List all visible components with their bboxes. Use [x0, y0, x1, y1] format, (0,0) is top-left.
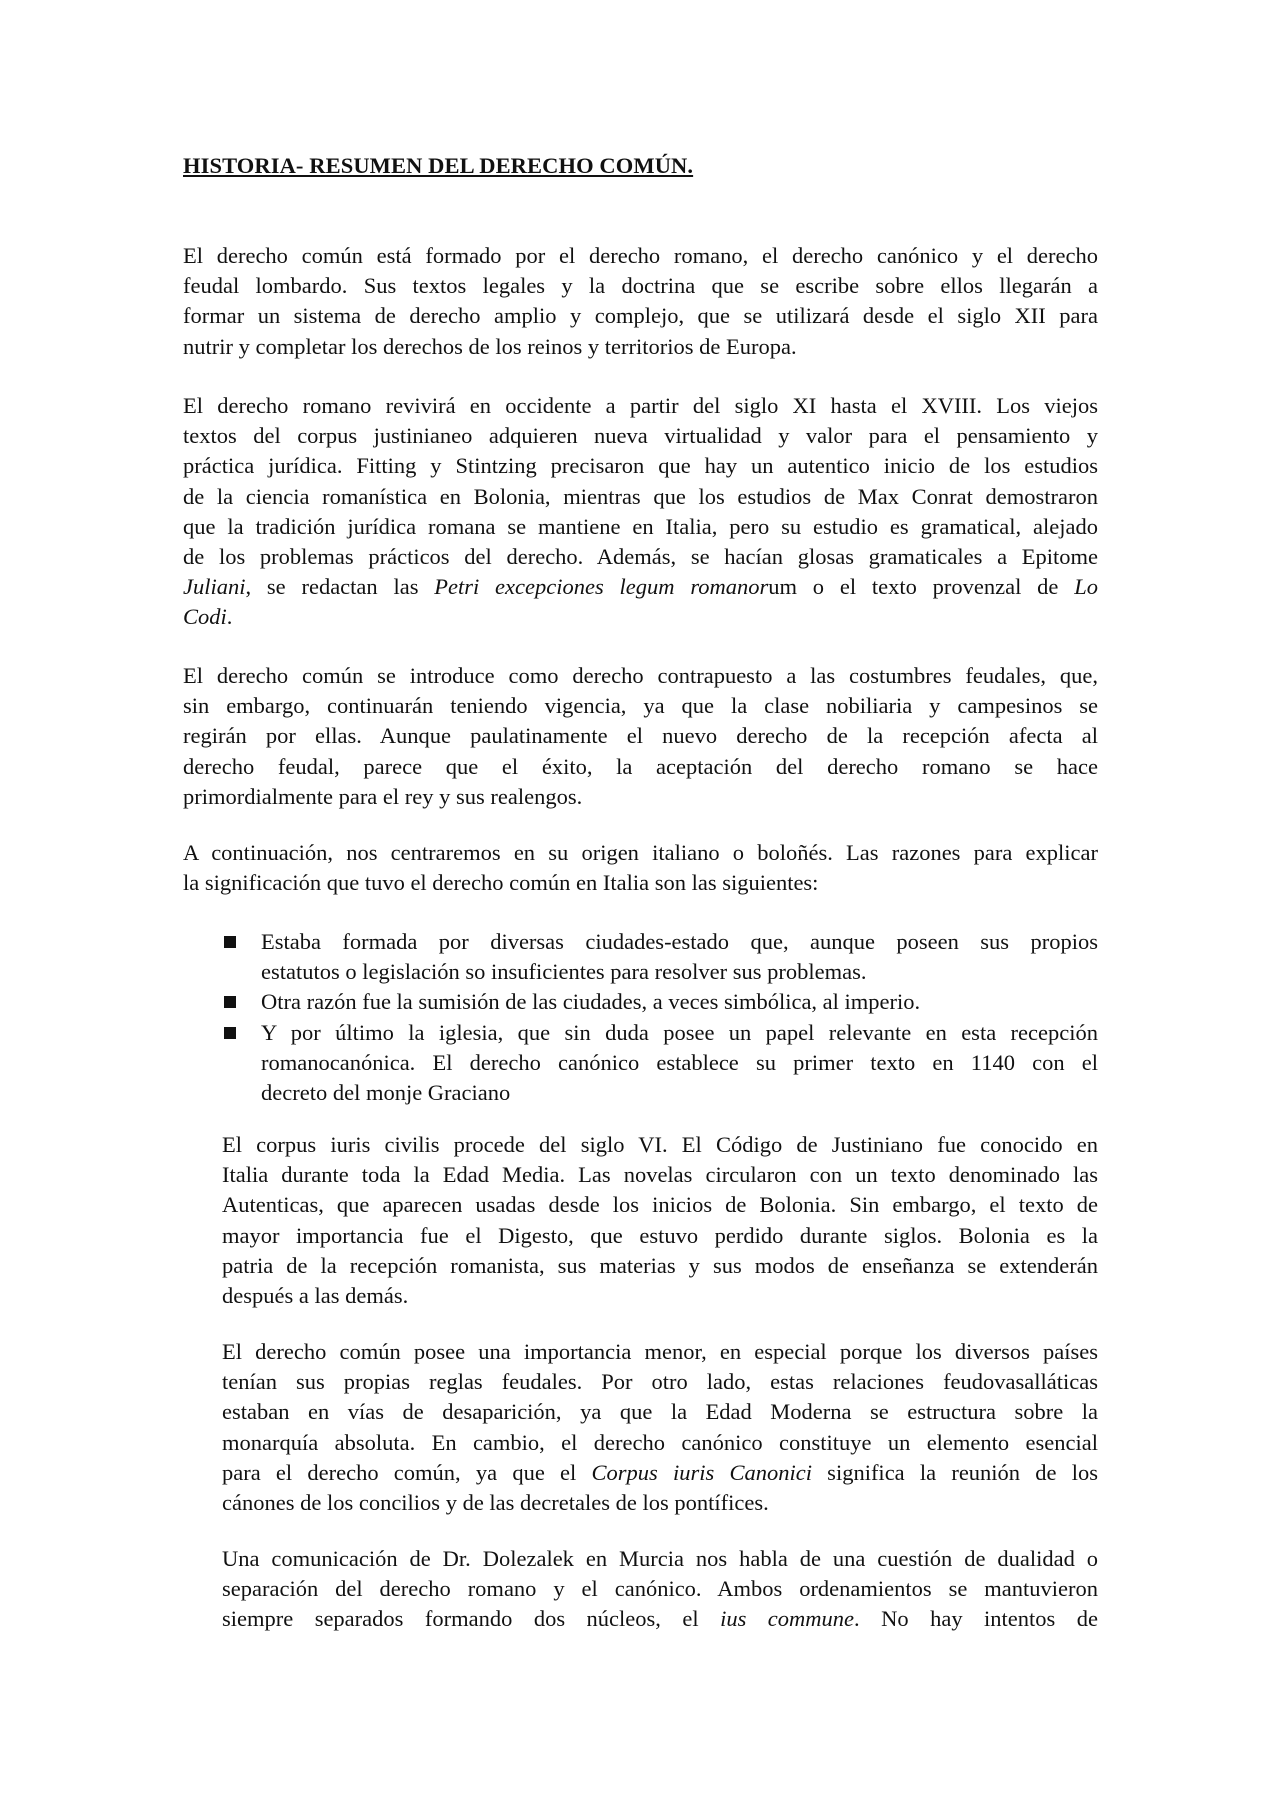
document-title: HISTORIA- RESUMEN DEL DERECHO COMÚN.: [183, 153, 694, 178]
text-line: Autenticas, que aparecen usadas desde los inicios de Bolonia. Sin embargo, el texto de: [222, 1192, 1098, 1218]
text-run: siempre separados formando dos núcleos, el: [222, 1606, 721, 1632]
text-line: Y por último la iglesia, que sin duda posee un papel relevante en esta recepción: [261, 1019, 1098, 1045]
text-run: um o el texto provenzal de: [768, 574, 1075, 600]
text-line: Otra razón fue la sumisión de las ciudades, a veces simbólica, al imperio.: [261, 989, 921, 1015]
paragraph-1: [183, 241, 1098, 362]
text-line-mixed: [183, 602, 1098, 632]
paragraph-5: [222, 1130, 1098, 1311]
text-line: romanocanónica. El derecho canónico establece su primer texto en 1140 con el: [261, 1049, 1098, 1075]
bullet-square-icon: [224, 1027, 236, 1039]
text-line: estatutos o legislación so insuficientes para resolver sus problemas.: [261, 959, 867, 985]
text-line: Estaba formada por diversas ciudades-estado que, aunque poseen sus propios: [261, 929, 1098, 954]
text-run: .: [226, 604, 233, 630]
text-line: regirán por ellas. Aunque paulatinamente el nuevo derecho de la recepción afecta al: [183, 723, 1098, 749]
text-line: que la tradición jurídica romana se mantiene en Italia, pero su estudio es gramatical, alejado: [183, 513, 1098, 539]
text-run: significa la reunión de los: [811, 1459, 1098, 1485]
text-line: patria de la recepción romanista, sus materias y sus modos de enseñanza se extenderán: [222, 1252, 1098, 1278]
text-run: , se redactan las: [245, 574, 435, 600]
text-line: nutrir y completar los derechos de los reinos y territorios de Europa.: [183, 333, 797, 359]
text-line: sin embargo, continuarán teniendo vigencia, ya que la clase nobiliaria y campesinos se: [183, 693, 1098, 719]
italic-text: Juliani: [183, 574, 246, 600]
bullet-list: [183, 927, 1098, 1108]
text-line: estaban en vías de desaparición, ya que la Edad Moderna se estructura sobre la: [222, 1399, 1098, 1425]
text-line: primordialmente para el rey y sus realengos.: [183, 783, 583, 809]
text-line: la significación que tuvo el derecho común en Italia son las siguientes:: [183, 870, 819, 896]
italic-text: Codi: [183, 604, 227, 630]
paragraph-6: [222, 1337, 1098, 1518]
text-run: . No hay intentos de: [854, 1606, 1098, 1632]
text-line: textos del corpus justinianeo adquieren nueva virtualidad y valor para el pensamiento y: [183, 423, 1098, 449]
paragraph-2: [183, 391, 1098, 633]
paragraph-4: [183, 838, 1098, 898]
text-line: práctica jurídica. Fitting y Stintzing precisaron que hay un autentico inicio de los estudios: [183, 453, 1098, 479]
text-line: El derecho común se introduce como derecho contrapuesto a las costumbres feudales, que,: [183, 663, 1098, 688]
text-line-mixed: [183, 572, 1098, 602]
text-line: monarquía absoluta. En cambio, el derecho canónico constituye un elemento esencial: [222, 1429, 1098, 1455]
paragraph-3: [183, 661, 1098, 812]
text-line: de los problemas prácticos del derecho. Además, se hacían glosas gramaticales a Epitome: [183, 544, 1098, 570]
italic-text: Lo: [1074, 574, 1098, 600]
text-line: Una comunicación de Dr. Dolezalek en Murcia nos habla de una cuestión de dualidad o: [222, 1546, 1098, 1571]
text-run: para el derecho común, ya que el: [222, 1459, 592, 1485]
paragraph-7: [222, 1544, 1098, 1635]
text-line: mayor importancia fue el Digesto, que estuvo perdido durante siglos. Bolonia es la: [222, 1222, 1098, 1248]
text-line: A continuación, nos centraremos en su origen italiano o boloñés. Las razones para explicar: [183, 840, 1098, 865]
text-line: decreto del monje Graciano: [261, 1080, 511, 1106]
text-line: tenían sus propias reglas feudales. Por otro lado, estas relaciones feudovasalláticas: [222, 1369, 1098, 1395]
text-line: El derecho romano revivirá en occidente a partir del siglo XI hasta el XVIII. Los viejos: [183, 393, 1098, 418]
list-item: [183, 987, 1098, 1017]
bullet-square-icon: [224, 996, 236, 1008]
text-line: separación del derecho romano y el canónico. Ambos ordenamientos se mantuvieron: [222, 1576, 1098, 1602]
list-item: [183, 1018, 1098, 1109]
italic-text: Corpus iuris Canonici: [591, 1459, 812, 1485]
text-line: feudal lombardo. Sus textos legales y la doctrina que se escribe sobre ellos llegarán a: [183, 273, 1098, 299]
text-line: formar un sistema de derecho amplio y complejo, que se utilizará desde el siglo XII para: [183, 303, 1098, 329]
text-line: de la ciencia romanística en Bolonia, mientras que los estudios de Max Conrat demostraron: [183, 483, 1098, 509]
text-line-mixed: [222, 1604, 1098, 1634]
italic-text: ius commune: [720, 1606, 855, 1632]
bullet-square-icon: [224, 936, 236, 948]
text-line-mixed: [222, 1458, 1098, 1488]
italic-text: Petri excepciones legum romanor: [434, 574, 769, 600]
text-line: cánones de los concilios y de las decretales de los pontífices.: [222, 1490, 769, 1516]
text-line: El derecho común está formado por el derecho romano, el derecho canónico y el derecho: [183, 243, 1098, 268]
text-line: derecho feudal, parece que el éxito, la aceptación del derecho romano se hace: [183, 753, 1098, 779]
text-line: El derecho común posee una importancia menor, en especial porque los diversos países: [222, 1339, 1098, 1364]
text-line: Italia durante toda la Edad Media. Las novelas circularon con un texto denominado las: [222, 1162, 1098, 1188]
text-line: El corpus iuris civilis procede del siglo VI. El Código de Justiniano fue conocido en: [222, 1132, 1098, 1157]
text-line: después a las demás.: [222, 1283, 409, 1309]
list-item: [183, 927, 1098, 987]
